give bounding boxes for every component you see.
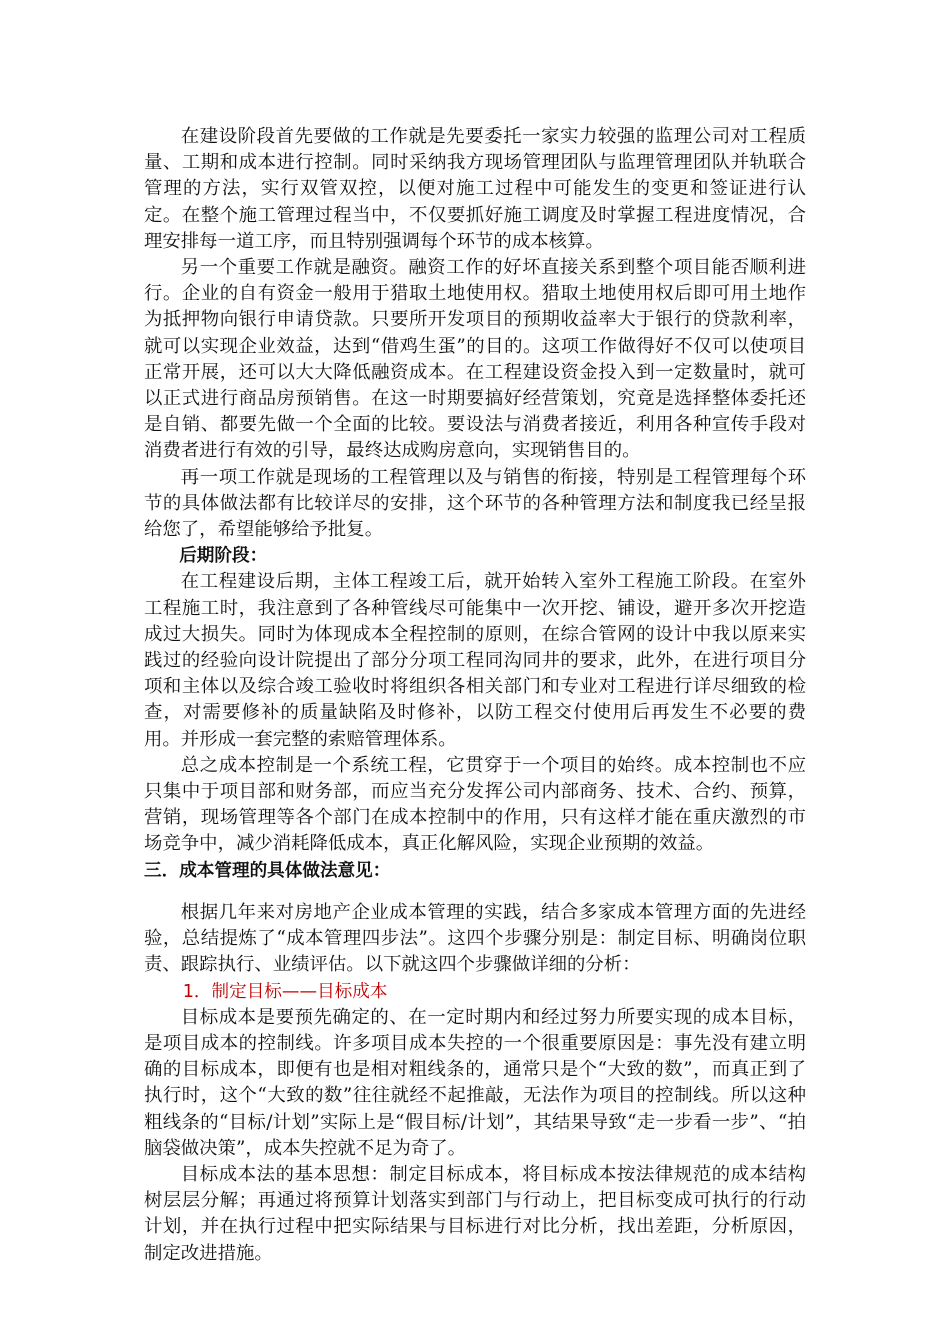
heading-section-3: 三．成本管理的具体做法意见： (144, 860, 391, 881)
paragraph-construction-stage: 在建设阶段首先要做的工作就是先要委托一家实力较强的监理公司对工程质量、工期和成本进行控制。同时采纳我方现场管理团队与监理管理团队并轨联合管理的方法，实行双管双控，以便对施工过程中可能发生的变更和签证进行认定。在整个施工管理过程当中，不仅要抓好施工调度及时掌握工程进度情况，合理安排每一道工序，而且特别强调每个环节的成本核算。 (144, 126, 806, 252)
document-page (144, 124, 806, 1267)
paragraph-target-cost-method: 目标成本法的基本思想：制定目标成本，将目标成本按法律规范的成本结构树层层分解；再通过将预算计划落实到部门与行动上，把目标变成可执行的行动计划，并在执行过程中把实际结果与目标进行对比分析，找出差距，分析原因，制定改进措施。 (144, 1163, 806, 1264)
paragraph-site-management: 再一项工作就是现场的工程管理以及与销售的衔接，特别是工程管理每个环节的具体做法都有比较详尽的安排，这个环节的各种管理方法和制度我已经呈报给您了，希望能够给予批复。 (144, 466, 806, 541)
paragraph-four-steps: 根据几年来对房地产企业成本管理的实践，结合多家成本管理方面的先进经验，总结提炼了“成本管理四步法”。这四个步骤分别是：制定目标、明确岗位职责、跟踪执行、业绩评估。以下就这四个步骤做详细的分析： (144, 901, 806, 976)
paragraph-summary: 总之成本控制是一个系统工程，它贯穿于一个项目的始终。成本控制也不应只集中于项目部和财务部，而应当充分发挥公司内部商务、技术、合约、预算，营销，现场管理等各个部门在成本控制中的作用，只有这样才能在重庆激烈的市场竞争中，减少消耗降低成本，真正化解风险，实现企业预期的效益。 (144, 754, 806, 855)
subheading-step-1: 1．制定目标——目标成本 (182, 981, 388, 1002)
paragraph-financing: 另一个重要工作就是融资。融资工作的好坏直接关系到整个项目能否顺利进行。企业的自有资金一般用于猎取土地使用权。猎取土地使用权后即可用土地作为抵押物向银行申请贷款。只要所开发项目的预期收益率大于银行的贷款利率，就可以实现企业效益，达到“借鸡生蛋”的目的。这项工作做得好不仅可以使项目正常开展，还可以大大降低融资成本。在工程建设资金投入到一定数量时，就可以正式进行商品房预销售。在这一时期要搞好经营策划，究竟是选择整体委托还是自销、都要先做一个全面的比较。要设法与消费者接近，利用各种宣传手段对消费者进行有效的引导，最终达成购房意向，实现销售目的。 (144, 257, 806, 462)
heading-late-stage: 后期阶段： (179, 546, 268, 567)
paragraph-late-stage: 在工程建设后期，主体工程竣工后，就开始转入室外工程施工阶段。在室外工程施工时，我注意到了各种管线尽可能集中一次开挖、铺设，避开多次开挖造成过大损失。同时为体现成本全程控制的原则，在综合管网的设计中我以原来实践过的经验向设计院提出了部分分项工程同沟同井的要求，此外，在进行项目分项和主体以及综合竣工验收时将组织各相关部门和专业对工程进行详尽细致的检查，对需要修补的质量缺陷及时修补，以防工程交付使用后再发生不必要的费用。并形成一套完整的索赔管理体系。 (144, 571, 806, 750)
paragraph-target-cost: 目标成本是要预先确定的、在一定时期内和经过努力所要实现的成本目标，是项目成本的控制线。许多项目成本失控的一个很重要原因是：事先没有建立明确的目标成本，即便有也是相对粗线条的，通常只是个“大致的数”，而真正到了执行时，这个“大致的数”往往就经不起推敲，无法作为项目的控制线。所以这种粗线条的“目标/计划”实际上是“假目标/计划”，其结果导致“走一步看一步”、“拍脑袋做决策”，成本失控就不足为奇了。 (144, 1006, 806, 1159)
